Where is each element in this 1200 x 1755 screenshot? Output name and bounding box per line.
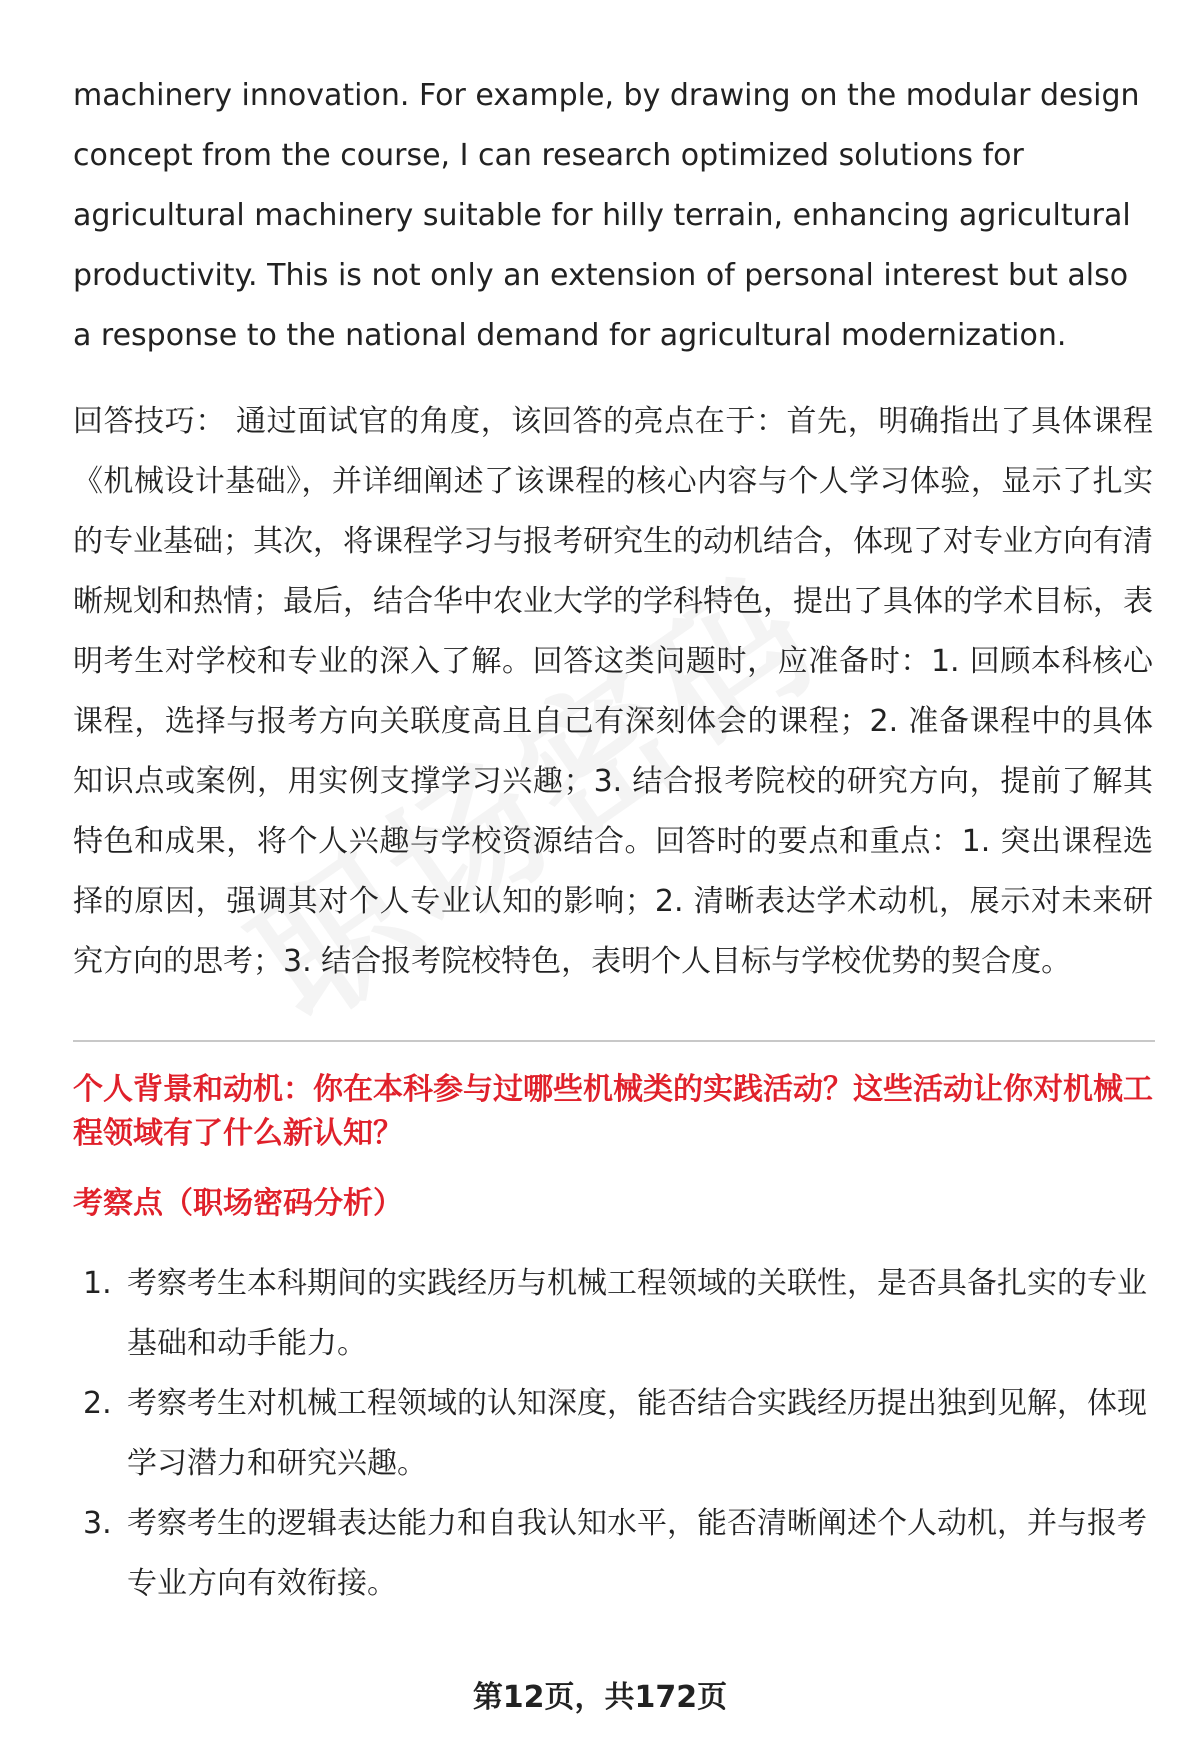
section-divider [73, 1040, 1155, 1042]
list-item [73, 1254, 1153, 1374]
page-number: 第12页，共172页 [472, 1680, 728, 1715]
list-item [73, 1374, 1153, 1494]
list-item-number: 1. [83, 1266, 112, 1301]
list-item-text: 考察考生本科期间的实践经历与机械工程领域的关联性，是否具备扎实的专业基础和动手能力。 [127, 1266, 1147, 1361]
question-heading: 个人背景和动机：你在本科参与过哪些机械类的实践活动？这些活动让你对机械工程领域有了什么新认知？ [73, 1072, 1153, 1151]
list-item-number: 3. [83, 1506, 112, 1541]
list-item [73, 1494, 1153, 1614]
exam-points-list [73, 1254, 1153, 1614]
list-item-text: 考察考生对机械工程领域的认知深度，能否结合实践经历提出独到见解，体现学习潜力和研究兴趣。 [127, 1386, 1147, 1481]
list-item-text: 考察考生的逻辑表达能力和自我认知水平，能否清晰阐述个人动机，并与报考专业方向有效衔接。 [127, 1506, 1147, 1601]
english-paragraph: machinery innovation. For example, by drawing on the modular design concept from the course, I can research optimized solutions for agricultural machinery suitable for hilly terrain, enhancing agricultural productivity. This is not only an extension of personal interest but also a response to the national demand for agricultural modernization. [73, 78, 1140, 353]
exam-points-title: 考察点（职场密码分析） [73, 1186, 403, 1221]
answer-tips-paragraph: 回答技巧： 通过面试官的角度，该回答的亮点在于：首先，明确指出了具体课程《机械设计基础》，并详细阐述了该课程的核心内容与个人学习体验，显示了扎实的专业基础；其次，将课程学习与报考研究生的动机结合，体现了对专业方向有清晰规划和热情；最后，结合华中农业大学的学科特色，提出了具体的学术目标，表明考生对学校和专业的深入了解。回答这类问题时，应准备时：1. 回顾本科核心课程，选择与报考方向关联度高且自己有深刻体会的课程；2. 准备课程中的具体知识点或案例，用实例支撑学习兴趣；3. 结合报考院校的研究方向，提前了解其特色和成果，将个人兴趣与学校资源结合。回答时的要点和重点：1. 突出课程选择的原因，强调其对个人专业认知的影响；2. 清晰表达学术动机，展示对未来研究方向的思考；3. 结合报考院校特色，表明个人目标与学校优势的契合度。 [73, 404, 1153, 979]
list-item-number: 2. [83, 1386, 112, 1421]
